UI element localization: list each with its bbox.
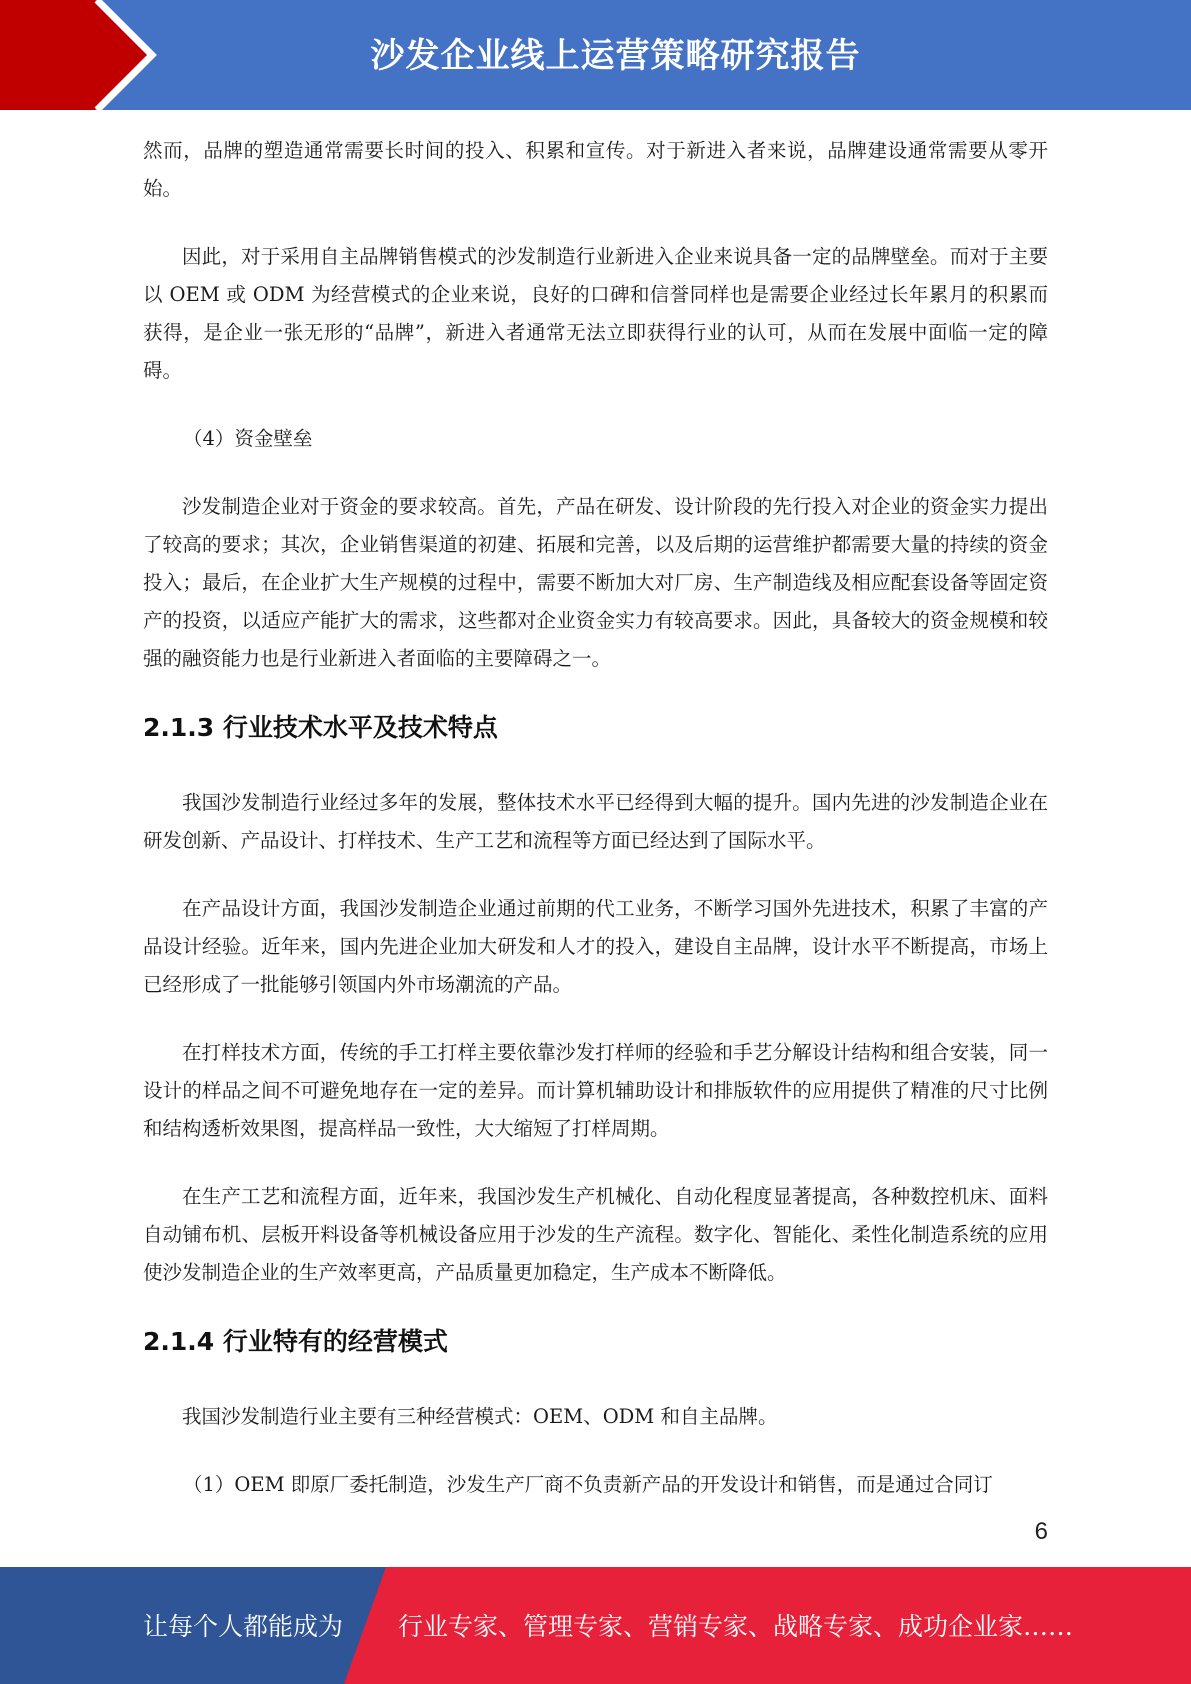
document-body (143, 132, 1048, 1534)
list-item: （1）OEM 即原厂委托制造，沙发生产厂商不负责新产品的开发设计和销售，而是通过合同订 (183, 1473, 993, 1496)
paragraph: 沙发制造企业对于资金的要求较高。首先，产品在研发、设计阶段的先行投入对企业的资金实力提出了较高的要求；其次，企业销售渠道的初建、拓展和完善，以及后期的运营维护都需要大量的持续的资金投入；最后，在企业扩大生产规模的过程中，需要不断加大对厂房、生产制造线及相应配套设备等固定资产的投资，以适应产能扩大的需求，这些都对企业资金实力有较高要求。因此，具备较大的资金规模和较强的融资能力也是行业新进入者面临的主要障碍之一。 (143, 495, 1048, 670)
list-item: （4）资金壁垒 (183, 427, 313, 450)
page-number: 6 (1034, 1518, 1048, 1545)
paragraph: 在产品设计方面，我国沙发制造企业通过前期的代工业务，不断学习国外先进技术，积累了丰富的产品设计经验。近年来，国内先进企业加大研发和人才的投入，建设自主品牌，设计水平不断提高，市场上已经形成了一批能够引领国内外市场潮流的产品。 (143, 897, 1048, 996)
paragraph: 我国沙发制造行业主要有三种经营模式：OEM、ODM 和自主品牌。 (182, 1405, 778, 1428)
footer-slogan: 让每个人都能成为 (143, 1612, 344, 1641)
paragraph: 然而，品牌的塑造通常需要长时间的投入、积累和宣传。对于新进入者来说，品牌建设通常需要从零开始。 (143, 139, 1048, 200)
section-heading: 2.1.3 行业技术水平及技术特点 (143, 713, 498, 742)
report-title: 沙发企业线上运营策略研究报告 (370, 36, 861, 76)
paragraph: 我国沙发制造行业经过多年的发展，整体技术水平已经得到大幅的提升。国内先进的沙发制造企业在研发创新、产品设计、打样技术、生产工艺和流程等方面已经达到了国际水平。 (143, 791, 1048, 852)
section-heading: 2.1.4 行业特有的经营模式 (143, 1327, 448, 1356)
page-header (0, 0, 1191, 110)
paragraph: 在生产工艺和流程方面，近年来，我国沙发生产机械化、自动化程度显著提高，各种数控机床、面料自动铺布机、层板开料设备等机械设备应用于沙发的生产流程。数字化、智能化、柔性化制造系统的应用使沙发制造企业的生产效率更高，产品质量更加稳定，生产成本不断降低。 (143, 1185, 1048, 1284)
paragraph: 在打样技术方面，传统的手工打样主要依靠沙发打样师的经验和手艺分解设计结构和组合安装，同一设计的样品之间不可避免地存在一定的差异。而计算机辅助设计和排版软件的应用提供了精准的尺寸比例和结构透析效果图，提高样品一致性，大大缩短了打样周期。 (143, 1041, 1048, 1140)
paragraph: 因此，对于采用自主品牌销售模式的沙发制造行业新进入企业来说具备一定的品牌壁垒。而对于主要以 OEM 或 ODM 为经营模式的企业来说，良好的口碑和信誉同样也是需要企业经过长年累月的积累而获得，是企业一张无形的“品牌”，新进入者通常无法立即获得行业的认可，从而在发展中面临一定的障碍。 (143, 245, 1048, 382)
page-footer (0, 1567, 1191, 1684)
footer-roles: 行业专家、管理专家、营销专家、战略专家、成功企业家…… (398, 1612, 1074, 1641)
